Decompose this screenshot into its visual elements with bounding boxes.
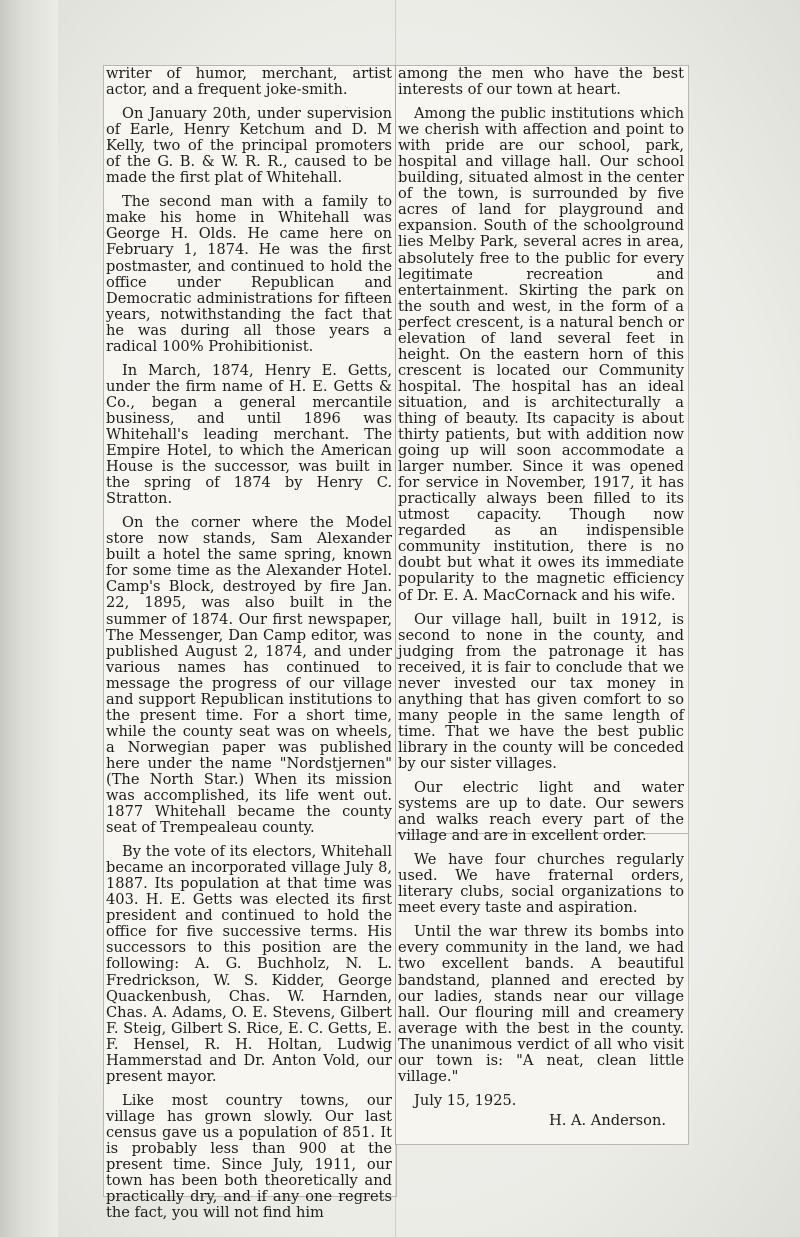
paragraph: On the corner where the Model store now stands, Sam Alexander built a hotel the same spring, known for some time as the Alexander Hotel. Camp's Block, destroyed by fire Jan. 22, 1895, was also built in the summer of 1874. Our first newspaper, The Messenger, Dan Camp editor, was published August 2, 1874, and under various names has continued to message the progress of our village and support Republican institutions to the present time. For a short time, while the county seat was on wheels, a Norwegian paper was published here under the name "Nordstjernen" (The North Star.) When its mission was accomplished, its life went out. 1877 Whitehall became the county seat of Trempealeau county. <box>106 514 392 837</box>
paragraph: Like most country towns, our village has grown slowly. Our last census gave us a population of 851. It is probably less than 900 at the present time. Since July, 1911, our town has been both theoretically and practically dry, and if any one regrets the fact, you will not find him <box>106 1091 392 1222</box>
paragraph: We have four churches regularly used. We have fraternal orders, literary clubs, social organizations to meet every taste and aspiration. <box>398 851 684 917</box>
article-right-column <box>398 66 684 1137</box>
paragraph: writer of humor, merchant, artist actor, and a frequent joke-smith. <box>106 65 392 99</box>
paragraph: Until the war threw its bombs into every community in the land, we had two excellent bands. A beautiful bandstand, planned and erected by our ladies, stands near our village hall. Our flouring mill and creamery average with the best in the county. The unanimous verdict of all who visit our town is: "A neat, clean little village." <box>398 923 684 1085</box>
paragraph: Our electric light and water systems are up to date. Our sewers and walks reach every part of the village and are in excellent order. <box>398 779 684 845</box>
article-date: July 15, 1925. <box>414 1091 517 1109</box>
paragraph: On January 20th, under supervision of Earle, Henry Ketchum and D. M Kelly, two of the principal promoters of the G. B. & W. R. R., caused to be made the first plat of Whitehall. <box>106 105 392 187</box>
scan-edge <box>0 0 58 1237</box>
paragraph: In March, 1874, Henry E. Getts, under the firm name of H. E. Getts & Co., began a general mercantile business, and until 1896 was Whitehall's leading merchant. The Empire Hotel, to which the American House is the successor, was built in the spring of 1874 by Henry C. Stratton. <box>106 361 392 508</box>
paragraph: The second man with a family to make his home in Whitehall was George H. Olds. He came here on February 1, 1874. He was the first postmaster, and continued to hold the office under Republican and Democratic administrations for fifteen years, notwithstanding the fact that he was during all those years a radical 100% Prohibitionist. <box>106 193 392 355</box>
author-signature: H. A. Anderson. <box>548 1111 666 1129</box>
paragraph: By the vote of its electors, Whitehall became an incorporated village July 8, 1887. Its population at that time was 403. H. E. Getts was elected its first president and continued to hold the office for five successive terms. His successors to this position are the following: A. G. Buchholz, N. L. Fredrickson, W. S. Kidder, George Quackenbush, Chas. W. Harnden, Chas. A. Adams, O. E. Stevens, Gilbert F. Steig, Gilbert S. Rice, E. C. Getts, E. F. Hensel, R. H. Holtan, Ludwig Hammerstad and Dr. Anton Vold, our present mayor. <box>106 843 392 1085</box>
paragraph: Our village hall, built in 1912, is second to none in the county, and judging from the patronage it has received, it is fair to conclude that we never invested our tax money in anything that has given comfort to so many people in the same length of time. That we have the best public library in the county will be conceded by our sister villages. <box>398 610 684 772</box>
article-left-column <box>106 66 392 1229</box>
paragraph: Among the public institutions which we cherish with affection and point to with pride are our school, park, hospital and village hall. Our school building, situated almost in the center of the town, is surrounded by five acres of land for playground and expansion. South of the schoolground lies Melby Park, several acres in area, absolutely free to the public for every legitimate recreation and entertainment. Skirting the park on the south and west, in the form of a perfect crescent, is a natural bench or elevation of land several feet in height. On the eastern horn of this crescent is located our Community hospital. The hospital has an ideal situation, and is architecturally a thing of beauty. Its capacity is about thirty patients, but with addition now going up will soon accommodate a larger number. Since it was opened for service in November, 1917, it has practically always been filled to its utmost capacity. Though now regarded as an indispensible community institution, there is no doubt but what it owes its immediate popularity to the magnetic efficiency of Dr. E. A. MacCornack and his wife. <box>398 105 684 604</box>
column-divider <box>395 0 396 1237</box>
paragraph: among the men who have the best interests of our town at heart. <box>398 65 684 99</box>
